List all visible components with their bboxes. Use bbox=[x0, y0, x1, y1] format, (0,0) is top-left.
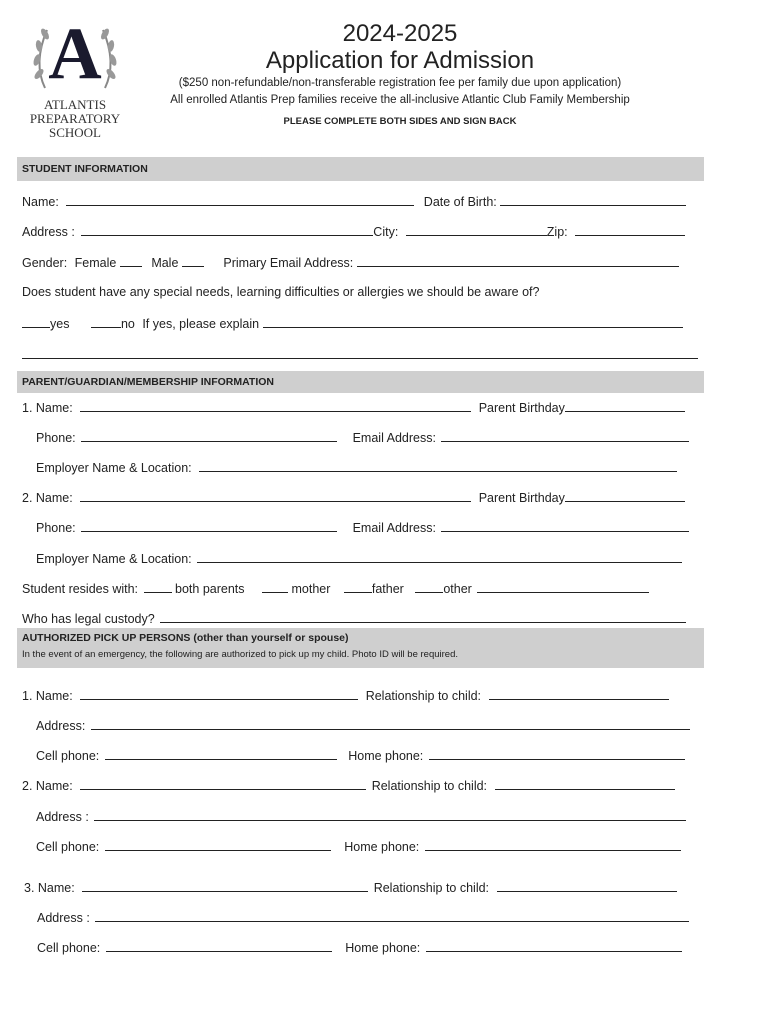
form-title: Application for Admission bbox=[265, 47, 535, 74]
pickup3-relationship-label: Relationship to child: bbox=[373, 881, 490, 895]
pickup2-home-label: Home phone: bbox=[344, 840, 420, 854]
section-pickup-note: In the event of an emergency, the following are authorized to pick up my child. Photo ID will be required. bbox=[22, 649, 459, 660]
pickup2-relationship-label: Relationship to child: bbox=[371, 779, 488, 793]
mother-field[interactable] bbox=[262, 580, 288, 593]
parent2-employer-field[interactable] bbox=[197, 550, 682, 563]
female-label: Female bbox=[74, 256, 117, 270]
student-address-row bbox=[22, 223, 685, 239]
parent1-phone-field[interactable] bbox=[81, 429, 337, 442]
pickup3-address-field[interactable] bbox=[95, 909, 689, 922]
parent2-name-row bbox=[22, 489, 685, 505]
parent2-phone-field[interactable] bbox=[81, 519, 337, 532]
email-label: Primary Email Address: bbox=[223, 256, 354, 270]
female-field[interactable] bbox=[120, 254, 142, 267]
section-pickup-title: AUTHORIZED PICK UP PERSONS (other than yourself or spouse) bbox=[22, 632, 349, 644]
male-field[interactable] bbox=[182, 254, 204, 267]
pickup3-home-field[interactable] bbox=[426, 939, 682, 952]
pickup1-phone-row bbox=[36, 747, 685, 763]
pickup1-relationship-label: Relationship to child: bbox=[365, 689, 482, 703]
dob-label: Date of Birth: bbox=[423, 195, 497, 209]
pickup2-phone-row bbox=[36, 838, 681, 854]
custody-label: Who has legal custody? bbox=[22, 612, 155, 626]
pickup2-address-label: Address : bbox=[36, 810, 89, 824]
zip-field[interactable] bbox=[575, 223, 685, 236]
parent1-employer-field[interactable] bbox=[199, 459, 677, 472]
pickup2-address-field[interactable] bbox=[94, 808, 686, 821]
parent2-name-label: 2. Name: bbox=[22, 491, 73, 505]
parent2-birthday-label: Parent Birthday bbox=[478, 491, 565, 505]
parent1-employer-label: Employer Name & Location: bbox=[36, 461, 192, 475]
father-label: father bbox=[371, 582, 404, 596]
parent1-name-row bbox=[22, 399, 685, 415]
dob-field[interactable] bbox=[500, 193, 686, 206]
other-field[interactable] bbox=[415, 580, 443, 593]
other-label: other bbox=[443, 582, 472, 596]
pickup2-address-row bbox=[36, 808, 686, 824]
pickup1-name-label: 1. Name: bbox=[22, 689, 73, 703]
explain-field[interactable] bbox=[263, 315, 683, 328]
pickup3-name-field[interactable] bbox=[82, 879, 368, 892]
pickup1-home-label: Home phone: bbox=[348, 749, 424, 763]
section-student bbox=[17, 157, 704, 181]
yes-field[interactable] bbox=[22, 315, 50, 328]
pickup3-cell-field[interactable] bbox=[106, 939, 332, 952]
pickup1-address-row bbox=[36, 717, 690, 733]
parent1-phone-label: Phone: bbox=[36, 431, 76, 445]
address-field[interactable] bbox=[81, 223, 373, 236]
no-field[interactable] bbox=[91, 315, 121, 328]
student-name-row bbox=[22, 193, 686, 209]
pickup2-cell-label: Cell phone: bbox=[36, 840, 100, 854]
explain-label: If yes, please explain bbox=[142, 317, 260, 331]
zip-label: Zip: bbox=[546, 225, 568, 239]
no-label: no bbox=[120, 317, 135, 331]
father-field[interactable] bbox=[344, 580, 372, 593]
parent1-employer-row bbox=[36, 459, 677, 475]
logo-line2: PREPARATORY bbox=[29, 111, 121, 126]
pickup1-cell-field[interactable] bbox=[105, 747, 337, 760]
pickup2-relationship-field[interactable] bbox=[495, 777, 675, 790]
gender-row bbox=[22, 254, 679, 270]
form-year: 2024-2025 bbox=[342, 20, 458, 47]
resides-row bbox=[22, 580, 649, 596]
pickup2-name-field[interactable] bbox=[80, 777, 366, 790]
parent1-email-field[interactable] bbox=[441, 429, 689, 442]
yes-label: yes bbox=[50, 317, 70, 331]
section-parent bbox=[17, 371, 704, 393]
logo-line3: SCHOOL bbox=[48, 125, 101, 140]
pickup3-home-label: Home phone: bbox=[345, 941, 421, 955]
parent1-email-label: Email Address: bbox=[352, 431, 436, 445]
both-label: both parents bbox=[175, 582, 245, 596]
parent2-employer-row bbox=[36, 550, 682, 566]
city-label: City: bbox=[373, 225, 399, 239]
custody-field[interactable] bbox=[160, 610, 686, 623]
pickup2-name-label: 2. Name: bbox=[22, 779, 73, 793]
parent1-birthday-field[interactable] bbox=[565, 399, 685, 412]
pickup1-name-field[interactable] bbox=[80, 687, 358, 700]
pickup1-relationship-field[interactable] bbox=[489, 687, 669, 700]
parent2-phone-label: Phone: bbox=[36, 521, 76, 535]
section-student-title: STUDENT INFORMATION bbox=[22, 163, 148, 175]
pickup1-address-field[interactable] bbox=[91, 717, 690, 730]
fee-note: ($250 non-refundable/non-transferable registration fee per family due upon application) bbox=[178, 77, 622, 89]
resides-label: Student resides with: bbox=[22, 582, 139, 596]
student-name-label: Name: bbox=[22, 195, 59, 209]
pickup3-relationship-field[interactable] bbox=[497, 879, 677, 892]
both-field[interactable] bbox=[144, 580, 172, 593]
custody-row bbox=[22, 610, 686, 626]
male-label: Male bbox=[151, 256, 179, 270]
city-field[interactable] bbox=[406, 223, 547, 236]
pickup2-home-field[interactable] bbox=[425, 838, 681, 851]
special-needs-question: Does student have any special needs, learning difficulties or allergies we should be aware of? bbox=[22, 285, 540, 299]
special-needs-row bbox=[22, 315, 683, 331]
pickup2-cell-field[interactable] bbox=[105, 838, 331, 851]
parent1-birthday-label: Parent Birthday bbox=[478, 401, 565, 415]
membership-note: All enrolled Atlantis Prep families receive the all-inclusive Atlantic Club Family Membership bbox=[170, 94, 630, 106]
pickup2-name-row bbox=[22, 777, 675, 793]
logo-line1: ATLANTIS bbox=[43, 97, 107, 112]
pickup1-cell-label: Cell phone: bbox=[36, 749, 100, 763]
email-field[interactable] bbox=[357, 254, 679, 267]
logo-letter: A bbox=[48, 13, 102, 95]
parent1-name-field[interactable] bbox=[80, 399, 471, 412]
pickup3-address-row bbox=[37, 909, 689, 925]
other-specify-field[interactable] bbox=[477, 580, 649, 593]
parent2-phone-row bbox=[36, 519, 689, 535]
explain-field-line2[interactable] bbox=[22, 358, 698, 359]
instruction: PLEASE COMPLETE BOTH SIDES AND SIGN BACK bbox=[283, 116, 517, 127]
pickup3-name-row bbox=[24, 879, 677, 895]
pickup3-address-label: Address : bbox=[37, 911, 90, 925]
school-logo bbox=[25, 13, 125, 146]
student-name-field[interactable] bbox=[66, 193, 414, 206]
section-pickup bbox=[17, 628, 704, 668]
pickup1-home-field[interactable] bbox=[429, 747, 685, 760]
parent2-email-label: Email Address: bbox=[352, 521, 436, 535]
parent2-name-field[interactable] bbox=[80, 489, 471, 502]
parent1-phone-row bbox=[36, 429, 689, 445]
pickup1-name-row bbox=[22, 687, 669, 703]
section-parent-title: PARENT/GUARDIAN/MEMBERSHIP INFORMATION bbox=[22, 376, 274, 388]
parent2-email-field[interactable] bbox=[441, 519, 689, 532]
pickup3-cell-label: Cell phone: bbox=[37, 941, 101, 955]
address-label: Address : bbox=[22, 225, 75, 239]
gender-label: Gender: bbox=[22, 256, 68, 270]
pickup3-phone-row bbox=[37, 939, 682, 955]
pickup1-address-label: Address: bbox=[36, 719, 86, 733]
parent2-birthday-field[interactable] bbox=[565, 489, 685, 502]
pickup3-name-label: 3. Name: bbox=[24, 881, 75, 895]
mother-label: mother bbox=[291, 582, 331, 596]
parent1-name-label: 1. Name: bbox=[22, 401, 73, 415]
parent2-employer-label: Employer Name & Location: bbox=[36, 552, 192, 566]
